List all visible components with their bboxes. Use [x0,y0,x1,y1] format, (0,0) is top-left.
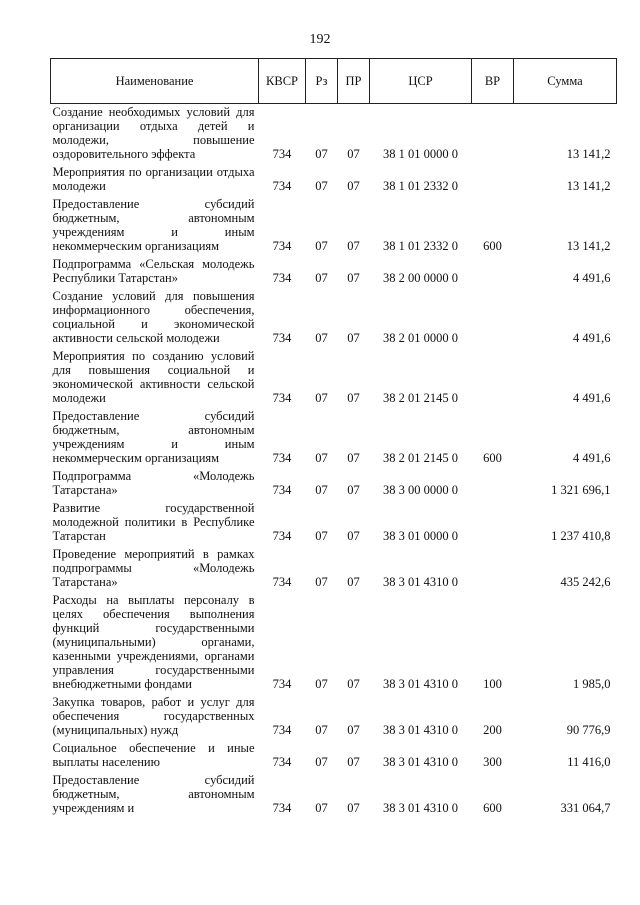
row-kvsr: 734 [272,271,292,285]
row-csr: 38 1 01 2332 0 [383,179,458,193]
row-sum: 435 242,6 [560,575,611,589]
table-row [51,196,617,256]
row-sum: 13 141,2 [566,179,611,193]
table-row [51,500,617,546]
row-csr: 38 2 01 0000 0 [383,331,458,345]
row-sum: 331 064,7 [560,801,611,815]
row-rz: 07 [315,801,328,815]
row-vr [472,500,514,546]
row-sum: 1 985,0 [573,677,611,691]
row-rz: 07 [315,271,328,285]
table-body [51,104,617,819]
row-kvsr: 734 [272,801,292,815]
row-name: Предоставление субсидий бюджетным, автономным учреждениям и иным некоммерческим организациям [52,197,255,253]
table-row [51,256,617,288]
row-pr: 07 [347,451,360,465]
row-vr: 600 [483,239,502,253]
table-header [51,59,617,104]
row-rz: 07 [315,179,328,193]
row-csr: 38 2 01 2145 0 [383,391,458,405]
row-pr: 07 [347,677,360,691]
row-kvsr: 734 [272,575,292,589]
header-kvsr: КВСР [259,59,306,104]
row-sum: 4 491,6 [573,451,611,465]
row-sum: 1 237 410,8 [551,529,611,543]
row-csr: 38 3 01 4310 0 [383,677,458,691]
row-sum: 4 491,6 [573,271,611,285]
table-row [51,104,617,165]
row-vr: 600 [483,801,502,815]
row-kvsr: 734 [272,331,292,345]
row-kvsr: 734 [272,391,292,405]
row-name: Создание необходимых условий для организации отдыха детей и молодежи, повышение оздоровительного эффекта [52,105,255,161]
row-name: Закупка товаров, работ и услуг для обеспечения государственных (муниципальных) нужд [52,695,255,737]
row-kvsr: 734 [272,723,292,737]
row-csr: 38 3 01 4310 0 [383,755,458,769]
page-number: 192 [309,32,331,47]
row-kvsr: 734 [272,239,292,253]
row-vr [472,468,514,500]
header-sum: Сумма [514,59,617,104]
row-kvsr: 734 [272,677,292,691]
row-vr [472,348,514,408]
row-kvsr: 734 [272,483,292,497]
row-vr: 100 [483,677,502,691]
table-row [51,546,617,592]
row-rz: 07 [315,451,328,465]
row-sum: 11 416,0 [567,755,611,769]
row-sum: 4 491,6 [573,391,611,405]
row-sum: 13 141,2 [566,147,611,161]
header-vr: ВР [472,59,514,104]
row-vr [472,546,514,592]
row-pr: 07 [347,723,360,737]
header-pr: ПР [338,59,370,104]
row-rz: 07 [315,677,328,691]
row-csr: 38 3 00 0000 0 [383,483,458,497]
row-rz: 07 [315,147,328,161]
row-rz: 07 [315,239,328,253]
row-pr: 07 [347,391,360,405]
table-row [51,164,617,196]
row-kvsr: 734 [272,529,292,543]
row-name: Развитие государственной молодежной политики в Республике Татарстан [52,501,255,543]
row-name: Мероприятия по созданию условий для повышения социальной и экономической активности сельской молодежи [52,349,255,405]
row-rz: 07 [315,575,328,589]
header-csr: ЦСР [370,59,472,104]
row-pr: 07 [347,755,360,769]
budget-table [50,58,617,818]
row-sum: 4 491,6 [573,331,611,345]
row-csr: 38 1 01 0000 0 [383,147,458,161]
row-rz: 07 [315,529,328,543]
row-csr: 38 3 01 4310 0 [383,801,458,815]
row-pr: 07 [347,529,360,543]
row-name: Создание условий для повышения информационного обеспечения, социальной и экономической активности сельской молодежи [52,289,255,345]
row-sum: 13 141,2 [566,239,611,253]
row-vr: 300 [483,755,502,769]
row-name: Предоставление субсидий бюджетным, автономным учреждениям и иным некоммерческим организациям [52,409,255,465]
row-name: Мероприятия по организации отдыха молодежи [52,165,255,193]
table-row [51,592,617,694]
row-vr: 200 [483,723,502,737]
header-rz: Рз [306,59,338,104]
row-pr: 07 [347,271,360,285]
row-vr: 600 [483,451,502,465]
table-row [51,348,617,408]
row-sum: 90 776,9 [566,723,611,737]
row-sum: 1 321 696,1 [551,483,611,497]
row-kvsr: 734 [272,147,292,161]
table-row [51,468,617,500]
row-pr: 07 [347,801,360,815]
row-vr [472,164,514,196]
row-vr [472,104,514,165]
row-kvsr: 734 [272,451,292,465]
row-csr: 38 3 01 4310 0 [383,723,458,737]
row-rz: 07 [315,483,328,497]
row-rz: 07 [315,723,328,737]
row-pr: 07 [347,483,360,497]
row-name: Проведение мероприятий в рамках подпрограммы «Молодежь Татарстана» [52,547,255,589]
row-rz: 07 [315,755,328,769]
header-row [51,59,617,104]
row-csr: 38 3 01 4310 0 [383,575,458,589]
row-csr: 38 2 01 2145 0 [383,451,458,465]
row-pr: 07 [347,239,360,253]
table-row [51,288,617,348]
row-name: Расходы на выплаты персоналу в целях обеспечения выполнения функций государственными (муниципальными) органами, казенными учреждениями, органами управления государственными внебюджетными фондами [52,593,255,691]
row-kvsr: 734 [272,179,292,193]
row-rz: 07 [315,331,328,345]
row-pr: 07 [347,179,360,193]
row-vr [472,288,514,348]
row-vr [472,256,514,288]
row-name: Предоставление субсидий бюджетным, автономным учреждениям и [52,773,255,815]
table-row [51,408,617,468]
row-csr: 38 1 01 2332 0 [383,239,458,253]
row-name: Социальное обеспечение и иные выплаты населению [52,741,255,769]
header-name: Наименование [51,59,259,104]
row-csr: 38 3 01 0000 0 [383,529,458,543]
row-pr: 07 [347,331,360,345]
row-pr: 07 [347,147,360,161]
table-row [51,740,617,772]
table-row [51,772,617,818]
row-rz: 07 [315,391,328,405]
row-name: Подпрограмма «Молодежь Татарстана» [52,469,255,497]
row-name: Подпрограмма «Сельская молодежь Республики Татарстан» [52,257,255,285]
row-pr: 07 [347,575,360,589]
row-csr: 38 2 00 0000 0 [383,271,458,285]
table-row [51,694,617,740]
row-kvsr: 734 [272,755,292,769]
